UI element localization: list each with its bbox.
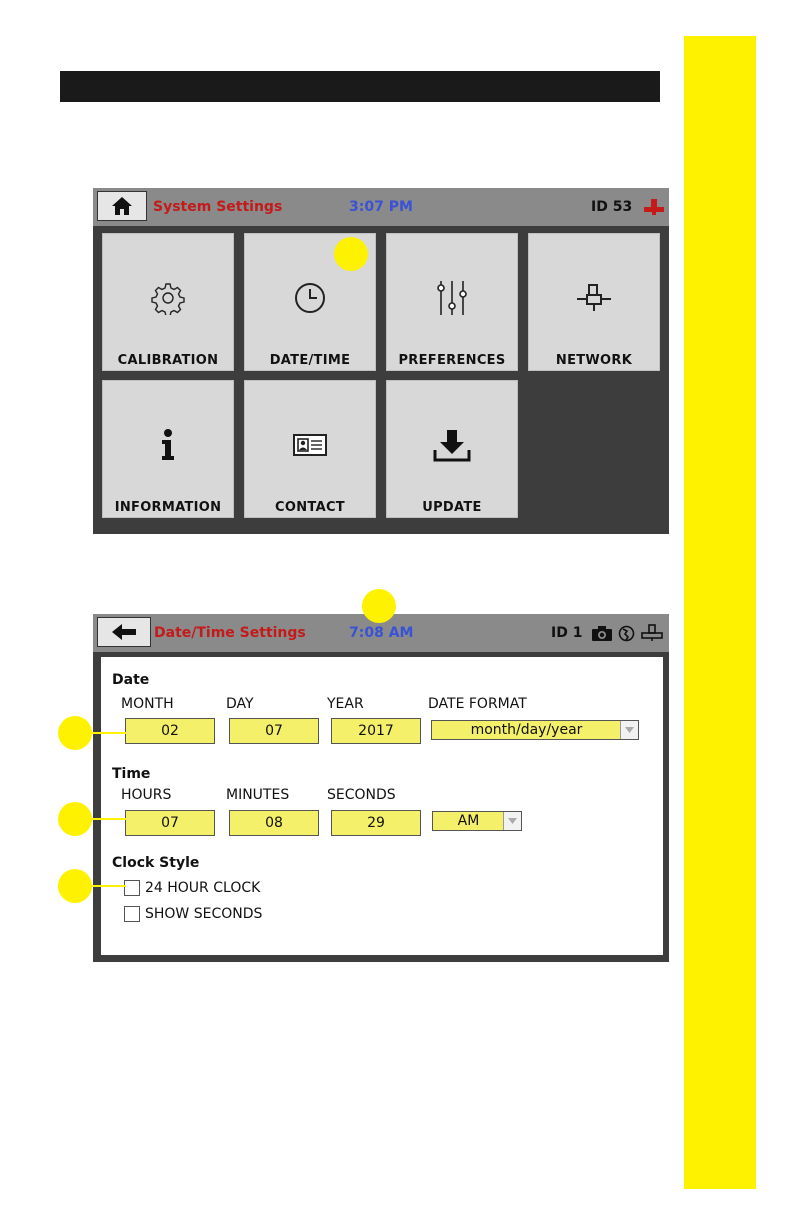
network-status-icon <box>641 624 663 642</box>
globe-icon <box>618 625 635 642</box>
year-input[interactable]: 2017 <box>331 718 421 744</box>
seconds-label: SECONDS <box>327 787 396 803</box>
tile-calibration[interactable] <box>102 233 234 371</box>
device-id: ID 53 <box>591 199 633 215</box>
home-button[interactable] <box>97 191 147 221</box>
callout-marker <box>334 237 368 271</box>
home-icon <box>111 196 133 216</box>
seconds-input[interactable]: 29 <box>331 810 421 836</box>
screen-title: Date/Time Settings <box>154 625 306 641</box>
date-format-select[interactable] <box>431 720 639 740</box>
network-icon <box>575 283 613 313</box>
hours-input[interactable]: 07 <box>125 810 215 836</box>
clock-time: 7:08 AM <box>349 625 414 641</box>
tile-label: PREFERENCES <box>398 353 506 368</box>
tile-information[interactable] <box>102 380 234 518</box>
network-status-icon <box>643 198 665 216</box>
callout-marker <box>58 869 92 903</box>
callout-marker <box>362 589 396 623</box>
am-pm-select[interactable] <box>432 811 522 831</box>
page-header-bar <box>60 71 660 102</box>
download-icon <box>433 428 471 462</box>
minutes-input[interactable]: 08 <box>229 810 319 836</box>
24-hour-clock-label: 24 HOUR CLOCK <box>145 880 261 896</box>
tile-preferences[interactable] <box>386 233 518 371</box>
settings-panel <box>101 657 663 955</box>
show-seconds-checkbox[interactable] <box>124 906 140 922</box>
date-format-value: month/day/year <box>470 722 583 738</box>
tile-label: INFORMATION <box>114 500 222 515</box>
date-format-label: DATE FORMAT <box>428 696 527 712</box>
contact-card-icon <box>293 434 327 456</box>
callout-leader <box>88 885 126 887</box>
tile-update[interactable] <box>386 380 518 518</box>
show-seconds-label: SHOW SECONDS <box>145 906 263 922</box>
callout-marker <box>58 802 92 836</box>
month-label: MONTH <box>121 696 174 712</box>
yellow-side-tab <box>684 36 756 1189</box>
tile-label: DATE/TIME <box>269 353 351 368</box>
device-id: ID 1 <box>551 625 583 641</box>
clock-style-section-title: Clock Style <box>112 855 200 871</box>
month-input[interactable]: 02 <box>125 718 215 744</box>
top-bar <box>93 188 669 226</box>
info-icon <box>158 428 178 462</box>
screen-title: System Settings <box>153 199 283 215</box>
callout-marker <box>58 716 92 750</box>
back-button[interactable] <box>97 617 151 647</box>
date-section-title: Date <box>112 672 150 688</box>
year-label: YEAR <box>327 696 364 712</box>
camera-icon <box>591 625 613 642</box>
day-input[interactable]: 07 <box>229 718 319 744</box>
am-pm-value: AM <box>457 813 480 829</box>
sliders-icon <box>434 279 470 317</box>
gear-icon <box>151 281 185 315</box>
minutes-label: MINUTES <box>226 787 290 803</box>
hours-label: HOURS <box>121 787 172 803</box>
tile-label: NETWORK <box>555 353 633 368</box>
24-hour-clock-checkbox[interactable] <box>124 880 140 896</box>
tile-contact[interactable] <box>244 380 376 518</box>
date-time-settings-screen <box>93 614 669 962</box>
tile-label: CALIBRATION <box>117 353 219 368</box>
dropdown-arrow-icon[interactable] <box>503 812 521 830</box>
tile-label: CONTACT <box>275 500 345 515</box>
tile-label: UPDATE <box>422 500 482 515</box>
dropdown-arrow-icon[interactable] <box>620 721 638 739</box>
back-arrow-icon <box>111 623 137 641</box>
callout-leader <box>88 818 126 820</box>
tile-network[interactable] <box>528 233 660 371</box>
clock-time: 3:07 PM <box>349 199 413 215</box>
system-settings-screen <box>93 188 669 534</box>
callout-leader <box>88 732 126 734</box>
day-label: DAY <box>226 696 254 712</box>
clock-icon <box>293 281 327 315</box>
time-section-title: Time <box>112 766 151 782</box>
